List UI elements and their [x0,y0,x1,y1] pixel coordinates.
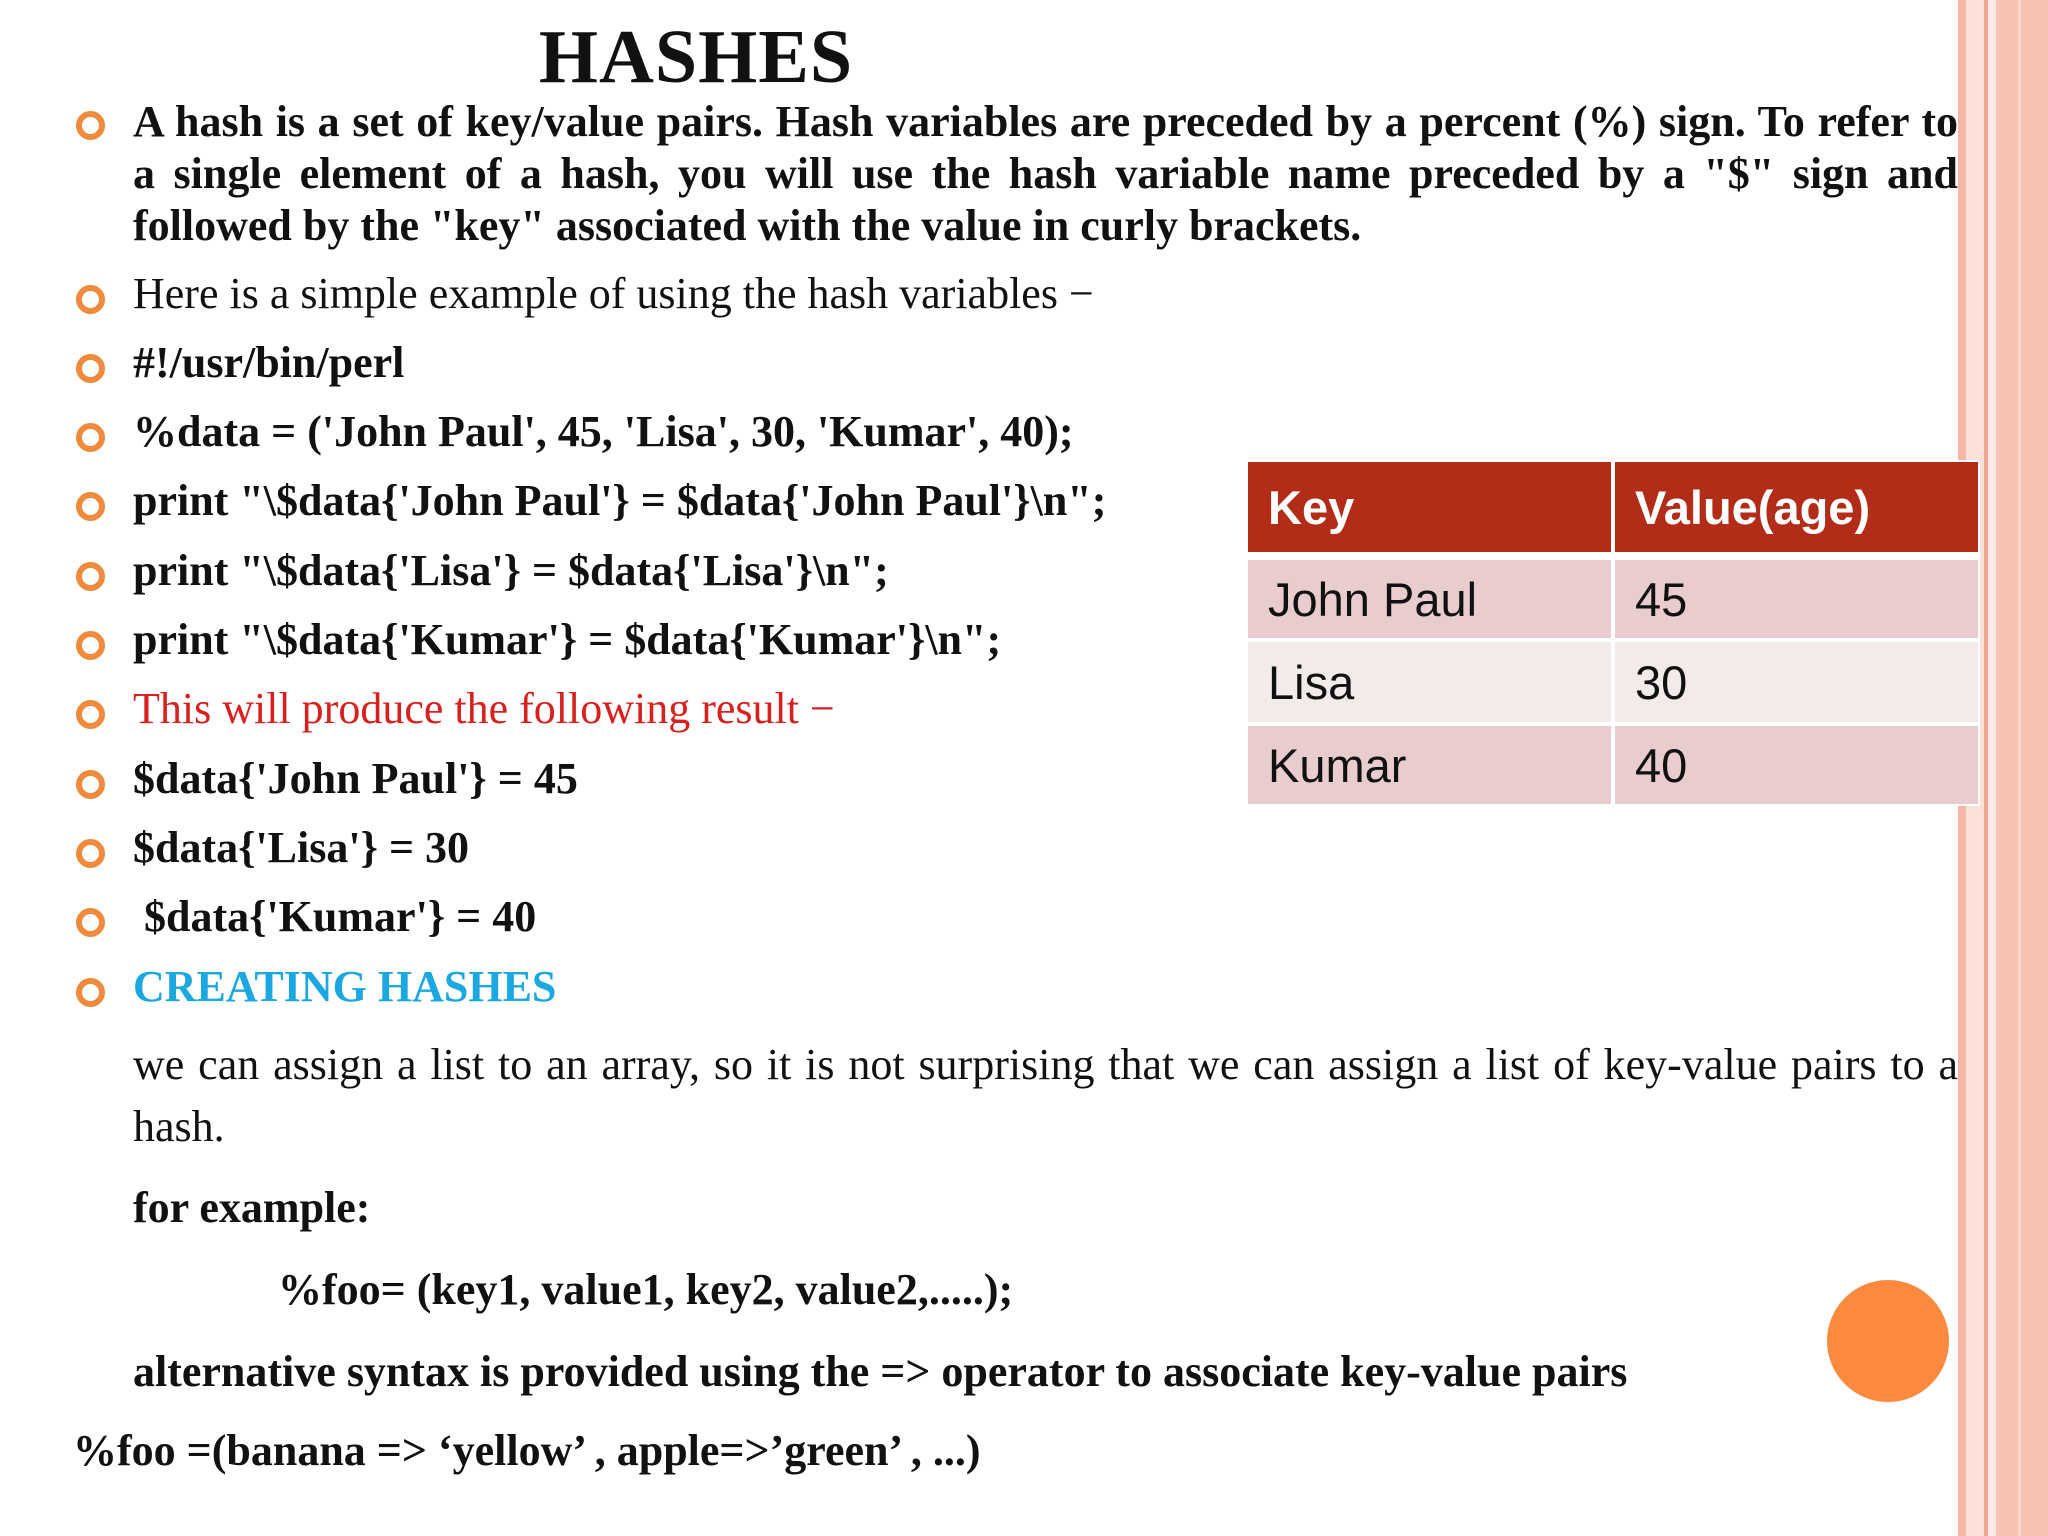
bullet-icon [76,354,105,383]
table-cell: 40 [1613,724,1980,806]
table-header-row [1246,460,1980,558]
bullet-icon [76,978,105,1007]
table-header-cell: Key [1246,460,1613,558]
decorative-orb [1827,1280,1949,1402]
table-cell: John Paul [1246,558,1613,640]
table-row [1246,640,1980,724]
bullet-icon [76,839,105,868]
bullet-icon [76,562,105,591]
bullet-icon [76,908,105,937]
table-cell: Kumar [1246,724,1613,806]
bullet-icon [76,285,105,314]
decorative-stripe [1996,0,2048,1536]
output-kumar: $data{'Kumar'} = 40 [133,892,537,941]
bullet-icon [76,631,105,660]
code-print-lisa: print "\$data{'Lisa'} = $data{'Lisa'}\n"; [133,546,889,595]
output-lisa: $data{'Lisa'} = 30 [133,823,470,872]
table-cell: Lisa [1246,640,1613,724]
bullet-icon [76,770,105,799]
bullet-icon [76,700,105,729]
table-row [1246,724,1980,806]
hash-table [1246,460,1980,806]
alt-syntax-text: alternative syntax is provided using the => operator to associate key-value pairs [133,1347,1628,1396]
creating-hashes-heading: CREATING HASHES [133,962,557,1011]
bullet-icon [76,423,105,452]
example-intro-text: Here is a simple example of using the hash variables − [133,269,1094,318]
table-header-cell: Value(age) [1613,460,1980,558]
table-cell: 45 [1613,558,1980,640]
creating-paragraph: we can assign a list to an array, so it is not surprising that we can assign a list of key-value pairs to a hash. [133,1040,1958,1151]
output-john: $data{'John Paul'} = 45 [133,754,578,803]
code-print-john: print "\$data{'John Paul'} = $data{'John Paul'}\n"; [133,476,1107,525]
slide-title: HASHES [538,15,854,99]
decorative-stripe [2018,0,2021,1536]
bullet-icon [76,111,105,140]
table-row [1246,558,1980,640]
intro-paragraph: A hash is a set of key/value pairs. Hash variables are preceded by a percent (%) sign. To refer to a single element of a hash, you will use the hash variable name preceded by a "$" sign and followed by the "key" associated with the value in curly brackets. [133,97,1958,250]
table-cell: 30 [1613,640,1980,724]
result-intro-text: This will produce the following result − [133,684,835,733]
bullet-icon [76,492,105,521]
code-assign: %data = ('John Paul', 45, 'Lisa', 30, 'Kumar', 40); [133,407,1074,456]
code-foo-list: %foo= (key1, value1, key2, value2,.....); [278,1265,1014,1314]
code-foo-arrow: %foo =(banana => ‘yellow’ , apple=>’green’ , ...) [73,1426,981,1475]
code-shebang: #!/usr/bin/perl [133,338,405,387]
for-example-label: for example: [133,1183,371,1232]
code-print-kumar: print "\$data{'Kumar'} = $data{'Kumar'}\n"; [133,615,1002,664]
decorative-stripe [1988,0,1996,1536]
